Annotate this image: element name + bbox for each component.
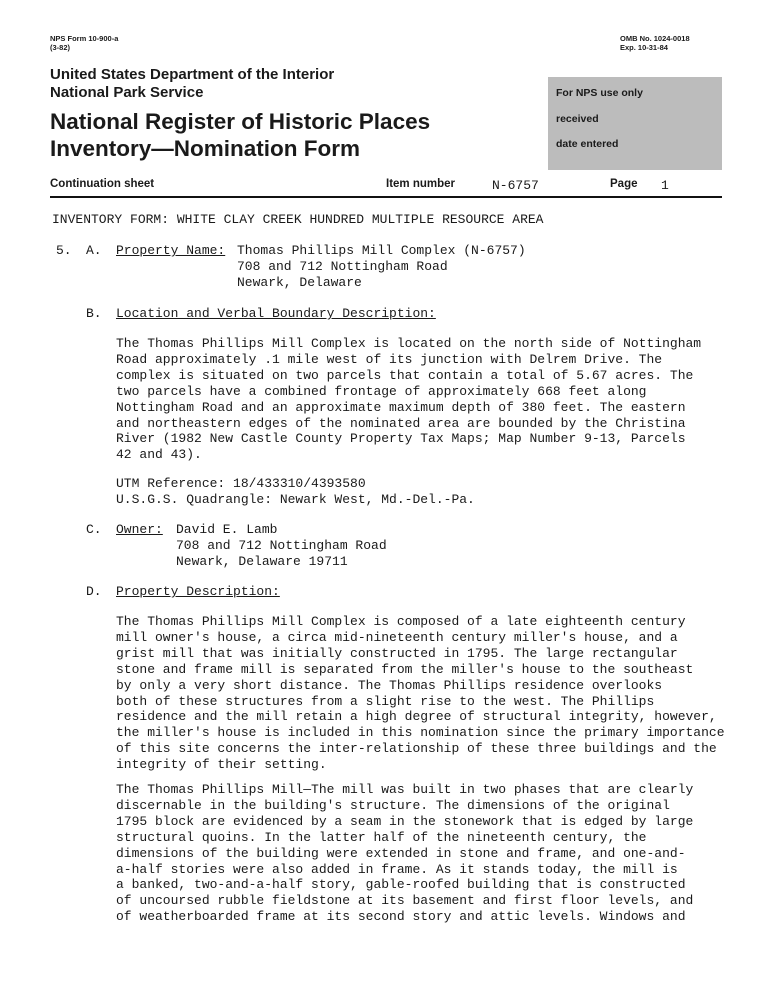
item-number-label: Item number [386, 178, 456, 190]
description-line: both of these structures from a slight rise to the west. The Phillips [116, 693, 655, 709]
form-number-block [50, 34, 118, 52]
item-number-value: N-6757 [492, 178, 539, 193]
section-b-letter: B. [86, 306, 102, 321]
description-line: 1795 block are evidenced by a seam in the stonework that is edged by large [116, 813, 694, 829]
inventory-form-line: INVENTORY FORM: WHITE CLAY CREEK HUNDRED MULTIPLE RESOURCE AREA [52, 212, 544, 227]
location-line: 42 and 43). [116, 447, 202, 463]
location-line: and northeastern edges of the nominated area are bounded by the Christina [116, 415, 686, 431]
description-line: The Thomas Phillips Mill—The mill was built in two phases that are clearly [116, 782, 694, 797]
property-description-heading: Property Description: [116, 584, 280, 599]
location-line: Road approximately .1 mile west of its junction with Delrem Drive. The [116, 351, 663, 367]
description-line: grist mill that was initially constructed in 1795. The large rectangular [116, 645, 678, 661]
description-line: mill owner's house, a circa mid-nineteenth century miller's house, and a [116, 629, 678, 645]
department-name: United States Department of the Interior [50, 66, 335, 83]
title-line-1: National Register of Historic Places [50, 109, 431, 134]
section-d-letter: D. [86, 584, 102, 599]
expiration-date: Exp. 10-31-84 [620, 43, 668, 52]
omb-number: OMB No. 1024-0018 [620, 34, 690, 43]
owner-name: David E. Lamb [176, 522, 278, 537]
form-date: (3-82) [50, 43, 71, 52]
description-paragraph-1 [116, 614, 725, 773]
property-name-value: Thomas Phillips Mill Complex (N-6757) [237, 243, 526, 258]
description-line: the miller's house is included in this nomination since the primary importance [116, 725, 725, 741]
description-line: structural quoins. In the latter half of the nineteenth century, the [116, 829, 647, 845]
location-line: The Thomas Phillips Mill Complex is located on the north side of Nottingham [116, 336, 702, 351]
agency-name: National Park Service [50, 84, 204, 101]
page-label: Page [610, 178, 638, 190]
location-line: complex is situated on two parcels that contain a total of 5.67 acres. The [116, 367, 694, 383]
continuation-sheet-label: Continuation sheet [50, 178, 155, 190]
received-label: received [556, 113, 599, 125]
section-a-letter: A. [86, 243, 102, 258]
description-line: residence and the mill retain a high degree of structural integrity, however, [116, 709, 717, 725]
property-address-line-1: 708 and 712 Nottingham Road [237, 259, 448, 274]
description-paragraph-2 [116, 782, 716, 925]
location-description [116, 336, 716, 463]
page-number: 1 [661, 178, 669, 193]
nps-use-only-box [548, 77, 722, 170]
description-line: of uncoursed rubble fieldstone at its basement and first floor levels, and [116, 893, 694, 909]
owner-label: Owner: [116, 522, 163, 537]
location-line: Nottingham Road and an approximate maximum depth of 380 feet. The eastern [116, 399, 686, 415]
description-line: stone and frame mill is separated from the miller's house to the southeast [116, 661, 694, 677]
description-line: discernable in the building's structure. The dimensions of the original [116, 797, 670, 813]
utm-reference: UTM Reference: 18/433310/4393580 [116, 476, 366, 491]
location-line: two parcels have a combined frontage of approximately 668 feet along [116, 383, 647, 399]
title-line-2: Inventory—Nomination Form [50, 136, 361, 161]
description-line: dimensions of the building were extended in stone and frame, and one-and- [116, 845, 686, 861]
location-heading: Location and Verbal Boundary Description: [116, 306, 436, 321]
description-line: integrity of their setting. [116, 757, 327, 773]
owner-address-line-1: 708 and 712 Nottingham Road [176, 538, 387, 553]
form-title [50, 108, 430, 162]
agency-block [50, 66, 334, 102]
form-number: NPS Form 10-900-a [50, 34, 119, 43]
nps-use-only-label: For NPS use only [556, 87, 643, 99]
usgs-quadrangle: U.S.G.S. Quadrangle: Newark West, Md.-Del.-Pa. [116, 492, 475, 507]
omb-block [620, 34, 690, 52]
property-name-label: Property Name: [116, 243, 226, 258]
date-entered-label: date entered [556, 138, 619, 150]
header-divider [50, 196, 722, 198]
description-line: of this site concerns the inter-relationship of these three buildings and the [116, 741, 717, 757]
description-line: of weatherboarded frame at its second story and attic levels. Windows and [116, 909, 686, 925]
description-line: The Thomas Phillips Mill Complex is composed of a late eighteenth century [116, 614, 686, 629]
section-number: 5. [56, 243, 72, 258]
description-line: by only a very short distance. The Thomas Phillips residence overlooks [116, 677, 663, 693]
description-line: a banked, two-and-a-half story, gable-roofed building that is constructed [116, 877, 686, 893]
section-c-letter: C. [86, 522, 102, 537]
location-line: River (1982 New Castle County Property Tax Maps; Map Number 9-13, Parcels [116, 431, 686, 447]
property-address-line-2: Newark, Delaware [237, 275, 362, 290]
owner-address-line-2: Newark, Delaware 19711 [176, 554, 348, 569]
description-line: a-half stories were also added in frame. As it stands today, the mill is [116, 861, 678, 877]
